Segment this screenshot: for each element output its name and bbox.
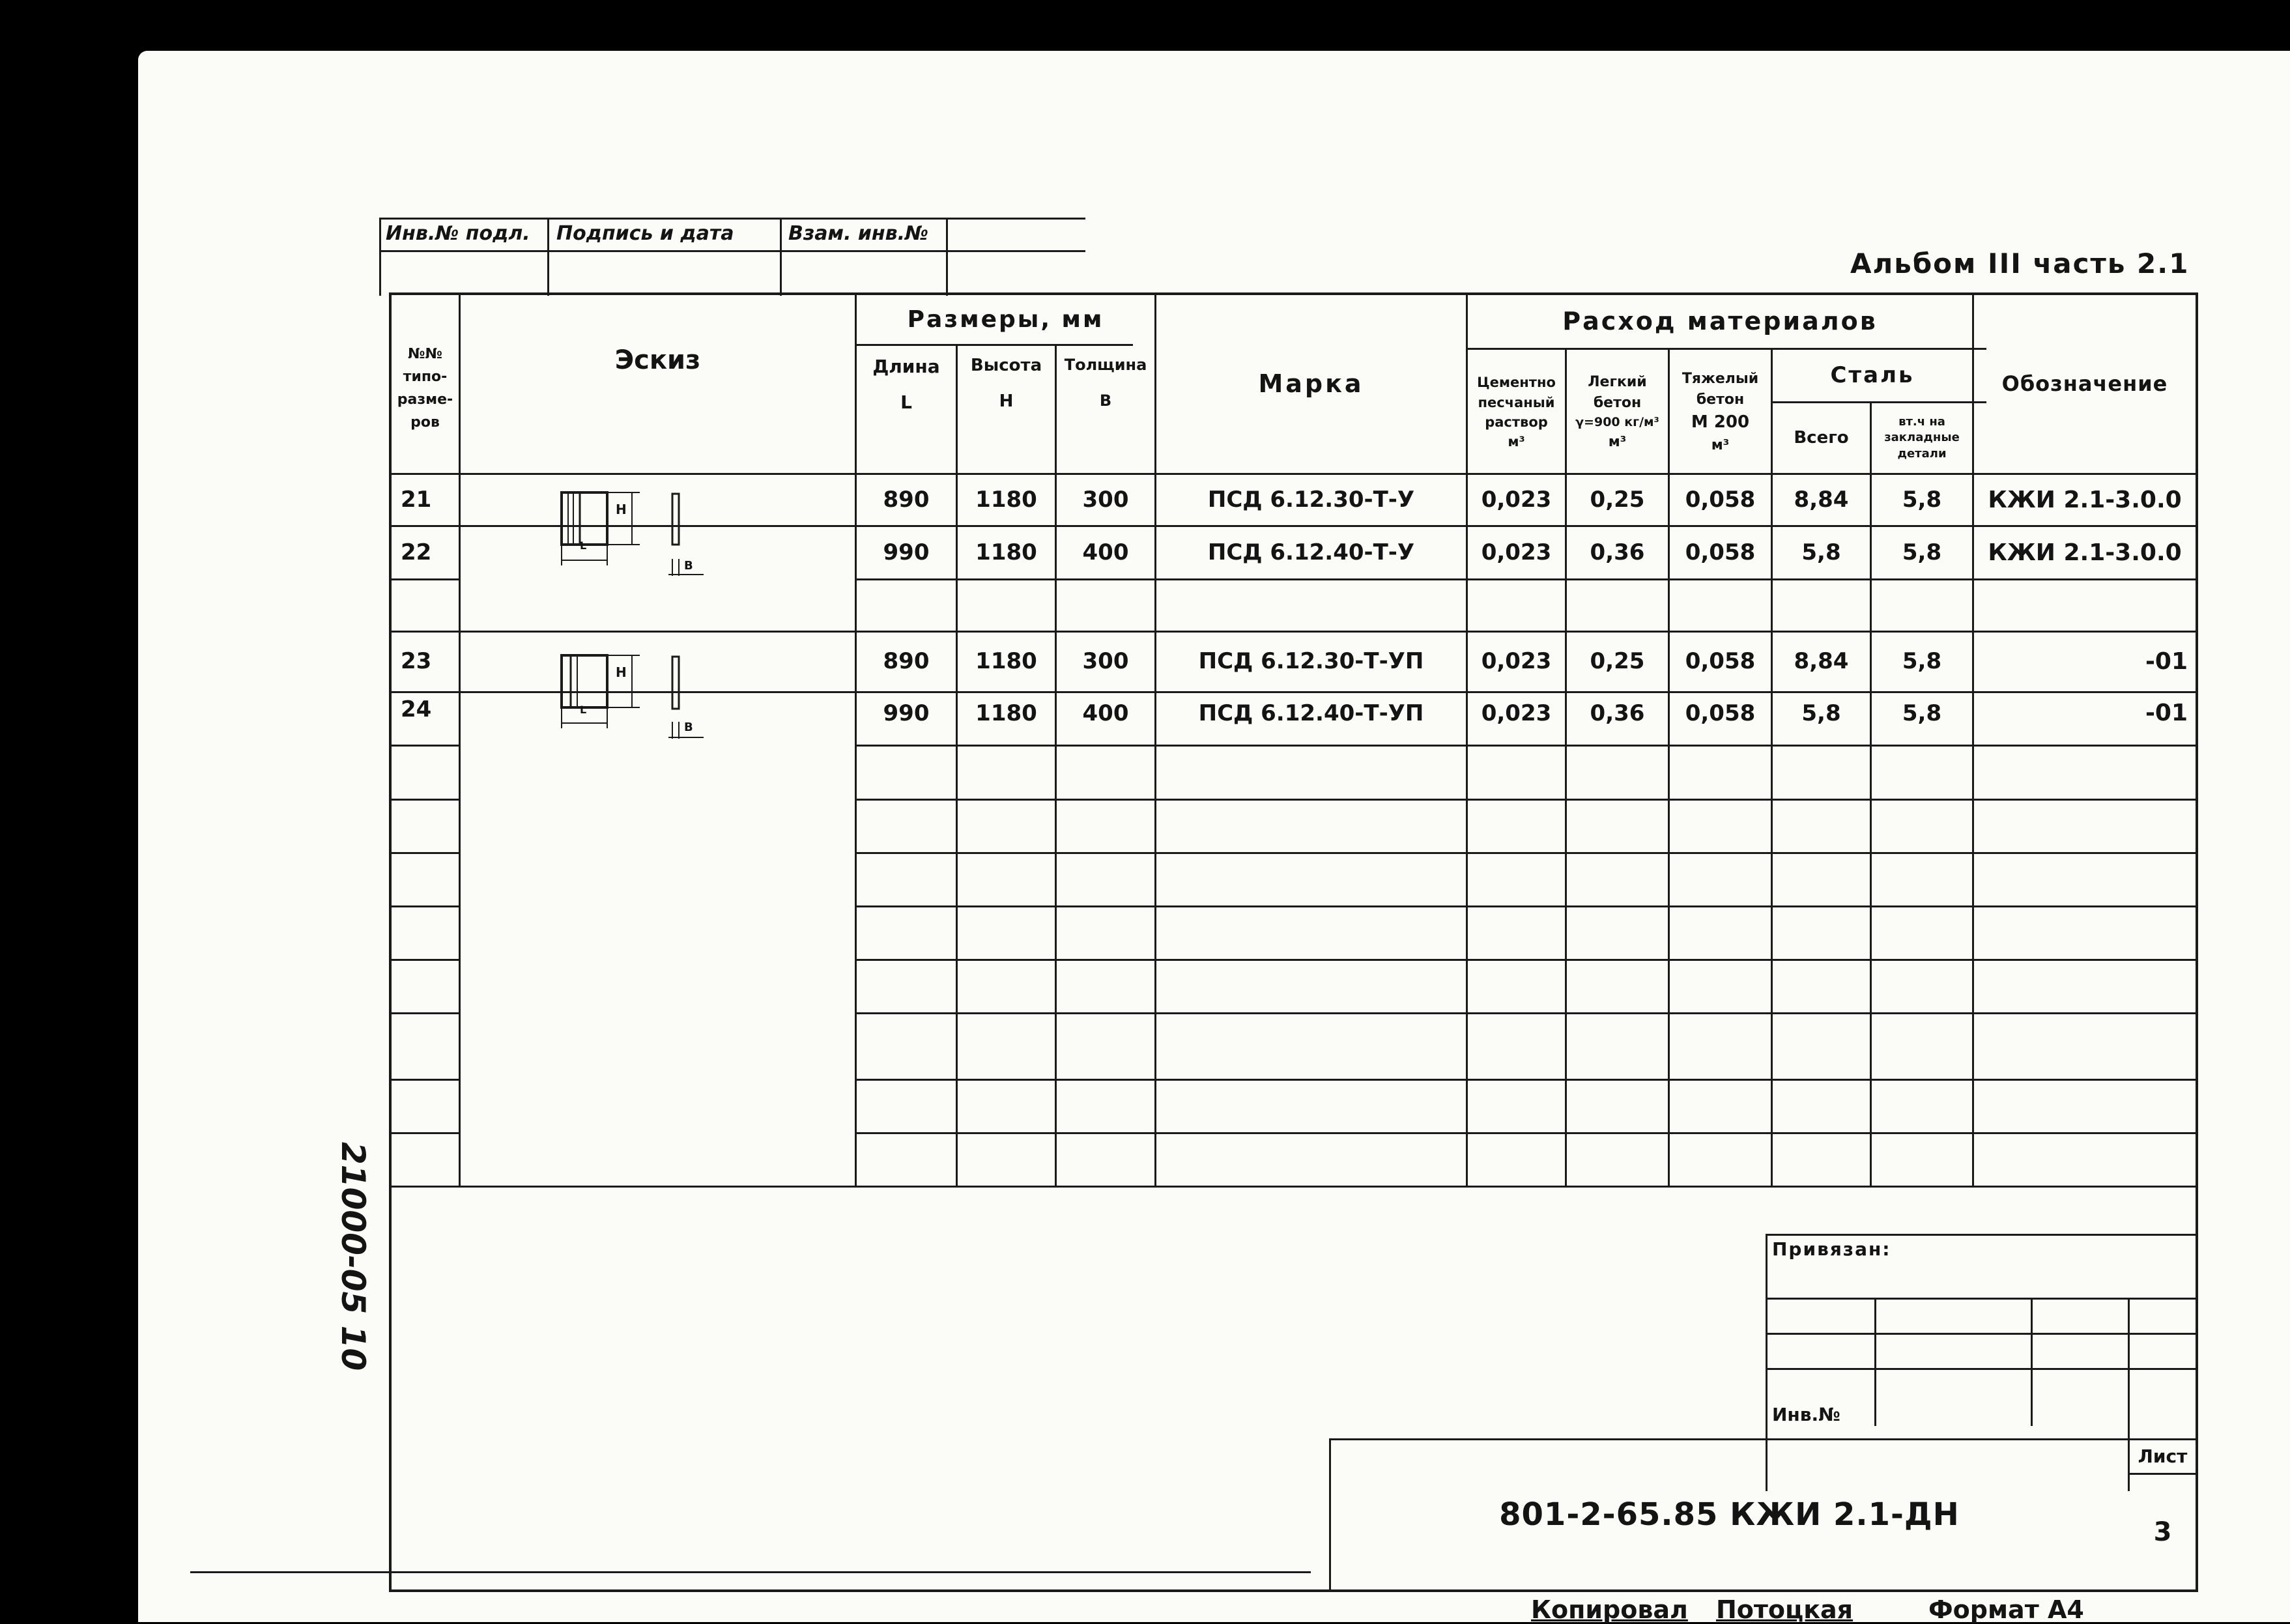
- h-e6: [856, 1012, 2197, 1014]
- h-e5n: [389, 959, 461, 961]
- header-cement: [1468, 352, 1565, 473]
- row-22-num: 22: [401, 539, 432, 565]
- header-tyazh: [1670, 352, 1771, 473]
- header-tolshchina-l2: В: [1099, 392, 1112, 410]
- sketch2-l-label: L: [580, 704, 587, 716]
- v-dlina: [956, 344, 958, 1188]
- stamp-left-line: [379, 218, 381, 296]
- header-num-l1: №№: [408, 345, 442, 362]
- row-24-l: 990: [883, 700, 930, 726]
- sketch2-h-label: Н: [616, 664, 627, 680]
- row-23-marka: ПСД 6.12.30-Т-УП: [1198, 648, 1424, 675]
- row-24-b: 400: [1082, 700, 1129, 726]
- header-vtch: [1872, 403, 1972, 473]
- list-label: Лист: [2138, 1446, 2188, 1468]
- side-number: 21000-05 10: [334, 1142, 372, 1371]
- header-legkiy-l4: м³: [1608, 433, 1627, 450]
- row-21-vsego: 8,84: [1794, 486, 1849, 513]
- header-legkiy-l1: Легкий: [1588, 374, 1647, 391]
- header-tolshchina-l1: Толщина: [1064, 356, 1147, 374]
- row-24-tyazh: 0,058: [1685, 700, 1756, 726]
- header-vtch-l2: закладные: [1884, 431, 1960, 445]
- row-22-zakl: 5,8: [1902, 539, 1942, 565]
- h-e1: [856, 745, 2197, 747]
- row-21-obozn: КЖИ 2.1-3.0.0: [1988, 486, 2182, 513]
- row-24-zakl: 5,8: [1902, 700, 1942, 726]
- row-23-b: 300: [1082, 648, 1129, 675]
- row-21-cement: 0,023: [1481, 486, 1552, 513]
- h-e5: [856, 959, 2197, 961]
- privyazan-label: Привязан:: [1772, 1238, 1891, 1260]
- header-tyazh-l4: м³: [1711, 436, 1730, 453]
- row-21-zakl: 5,8: [1902, 486, 1942, 513]
- header-cement-l1: Цементно: [1477, 375, 1556, 391]
- kopiroval-name: Потоцкая: [1716, 1595, 1853, 1624]
- header-vysota-l1: Высота: [970, 356, 1042, 375]
- header-tyazh-l2: бетон: [1696, 392, 1745, 408]
- inv-no-label: Инв.№: [1772, 1404, 1840, 1425]
- h-e3: [856, 852, 2197, 854]
- sketch1-b-label: В: [684, 559, 693, 573]
- sketch1-l-label: L: [580, 539, 587, 552]
- drawing-sheet: [138, 51, 2290, 1622]
- header-vtch-l1: вт.ч на: [1898, 415, 1945, 429]
- row-21-num: 21: [401, 486, 432, 513]
- format-label: Формат А4: [1928, 1595, 2084, 1624]
- row-23-h: 1180: [975, 648, 1037, 675]
- h-e7: [856, 1079, 2197, 1081]
- priv-v1: [1874, 1298, 1876, 1426]
- row-22-marka: ПСД 6.12.40-Т-У: [1207, 539, 1415, 565]
- header-vysota: [958, 357, 1055, 461]
- row-23-zakl: 5,8: [1902, 648, 1942, 675]
- header-vysota-l2: Н: [999, 392, 1014, 412]
- stamp-podpis: Подпись и дата: [556, 222, 734, 245]
- h-e7n: [389, 1079, 461, 1081]
- row-24-cement: 0,023: [1481, 700, 1552, 726]
- v-vysota: [1055, 344, 1057, 1188]
- header-cement-l2: песчаный: [1478, 394, 1555, 410]
- priv-h1: [1766, 1298, 2197, 1300]
- row-24-h: 1180: [975, 700, 1037, 726]
- sketch-panel-1: [555, 481, 705, 572]
- bottom-rule: [190, 1571, 1311, 1573]
- header-tolshchina: [1057, 357, 1154, 461]
- list-number: 3: [2153, 1517, 2172, 1547]
- album-label: Альбом III часть 2.1: [1850, 248, 2190, 279]
- row-22-b: 400: [1082, 539, 1129, 565]
- priv-h2: [1766, 1333, 2197, 1335]
- header-marka: Марка: [1258, 369, 1364, 398]
- h-e4: [856, 905, 2197, 907]
- row-22-vsego: 5,8: [1801, 539, 1841, 565]
- h-razmery: [856, 344, 1133, 346]
- stamp-inv-podl: Инв.№ подл.: [386, 222, 530, 245]
- h-e3n: [389, 852, 461, 854]
- h-table-bottom: [389, 1186, 2197, 1188]
- row-21-tyazh: 0,058: [1685, 486, 1756, 513]
- row-24-legkiy: 0,36: [1590, 700, 1645, 726]
- row-21-h: 1180: [975, 486, 1037, 513]
- header-cement-l4: м³: [1508, 434, 1525, 450]
- sketch2-b-label: В: [684, 720, 693, 734]
- priv-v2: [2031, 1298, 2033, 1426]
- row-22-l: 990: [883, 539, 930, 565]
- header-dlina-l2: L: [900, 392, 912, 414]
- frame-bottom: [389, 1589, 2197, 1592]
- row-23-num: 23: [401, 648, 432, 675]
- row-22-obozn: КЖИ 2.1-3.0.0: [1988, 539, 2182, 566]
- row-24-obozn: -01: [2145, 700, 2188, 726]
- v-cement: [1565, 348, 1567, 1188]
- row-22-legkiy: 0,36: [1590, 539, 1645, 565]
- title-code: 801-2-65.85 КЖИ 2.1-ДН: [1499, 1496, 1960, 1533]
- row-21-b: 300: [1082, 486, 1129, 513]
- header-legkiy-l2: бетон: [1593, 395, 1642, 412]
- row-24-num: 24: [401, 696, 432, 722]
- h-e8: [856, 1132, 2197, 1134]
- sketch1-h-label: Н: [616, 502, 627, 517]
- header-legkiy: [1567, 352, 1668, 473]
- stamp-top-line: [379, 218, 1085, 220]
- row-22-cement: 0,023: [1481, 539, 1552, 565]
- header-dlina: [857, 357, 956, 461]
- header-tyazh-l3: М 200: [1691, 412, 1750, 433]
- header-num-l4: ров: [410, 414, 440, 431]
- row-21-l: 890: [883, 486, 930, 513]
- stamp-div1: [547, 218, 549, 296]
- frame-right: [2196, 292, 2198, 1592]
- h-e6n: [389, 1012, 461, 1014]
- header-vsego: Всего: [1794, 427, 1849, 448]
- priv-top: [1766, 1234, 2197, 1236]
- row-23-vsego: 8,84: [1794, 648, 1849, 675]
- stamp-div3: [946, 218, 948, 296]
- row-24-marka: ПСД 6.12.40-Т-УП: [1198, 700, 1424, 726]
- row-23-legkiy: 0,25: [1590, 648, 1645, 675]
- stamp-vzam: Взам. инв.№: [788, 222, 929, 245]
- row-23-cement: 0,023: [1481, 648, 1552, 675]
- row-24-vsego: 5,8: [1801, 700, 1841, 726]
- h-e4n: [389, 905, 461, 907]
- header-num-l3: разме-: [397, 392, 453, 408]
- row-23-l: 890: [883, 648, 930, 675]
- header-vtch-l3: детали: [1897, 446, 1947, 461]
- kopiroval-label: Копировал: [1531, 1595, 1688, 1624]
- v-tyazh: [1771, 348, 1773, 1188]
- h-r2-num: [389, 578, 461, 580]
- h-e8n: [389, 1132, 461, 1134]
- priv-h3: [1766, 1368, 2197, 1370]
- header-raskhod: Расход материалов: [1562, 306, 1878, 335]
- h-e2: [856, 799, 2197, 801]
- header-eskiz: Эскиз: [614, 345, 701, 375]
- header-dlina-l1: Длина: [872, 356, 940, 377]
- h-e1n: [389, 745, 461, 747]
- h-e2n: [389, 799, 461, 801]
- header-num-l2: типо-: [403, 368, 448, 385]
- v-num: [459, 292, 461, 1188]
- header-cement-l3: раствор: [1485, 414, 1548, 430]
- row-21-marka: ПСД 6.12.30-Т-У: [1207, 486, 1415, 513]
- row-21-legkiy: 0,25: [1590, 486, 1645, 513]
- h-r2: [856, 578, 2197, 580]
- v-legkiy: [1668, 348, 1670, 1188]
- row-23-obozn: -01: [2145, 648, 2188, 676]
- header-legkiy-l3: γ=900 кг/м³: [1575, 415, 1659, 430]
- stamp-mid-line: [379, 250, 1085, 252]
- header-num: [392, 304, 459, 473]
- header-tyazh-l1: Тяжелый: [1682, 371, 1759, 388]
- header-stal: Сталь: [1830, 362, 1915, 388]
- header-oboznachenie: Обозначение: [2001, 371, 2168, 396]
- stamp-div2: [780, 218, 782, 296]
- header-razmery: Размеры, мм: [907, 306, 1104, 333]
- row-23-tyazh: 0,058: [1685, 648, 1756, 675]
- row-22-h: 1180: [975, 539, 1037, 565]
- row-22-tyazh: 0,058: [1685, 539, 1756, 565]
